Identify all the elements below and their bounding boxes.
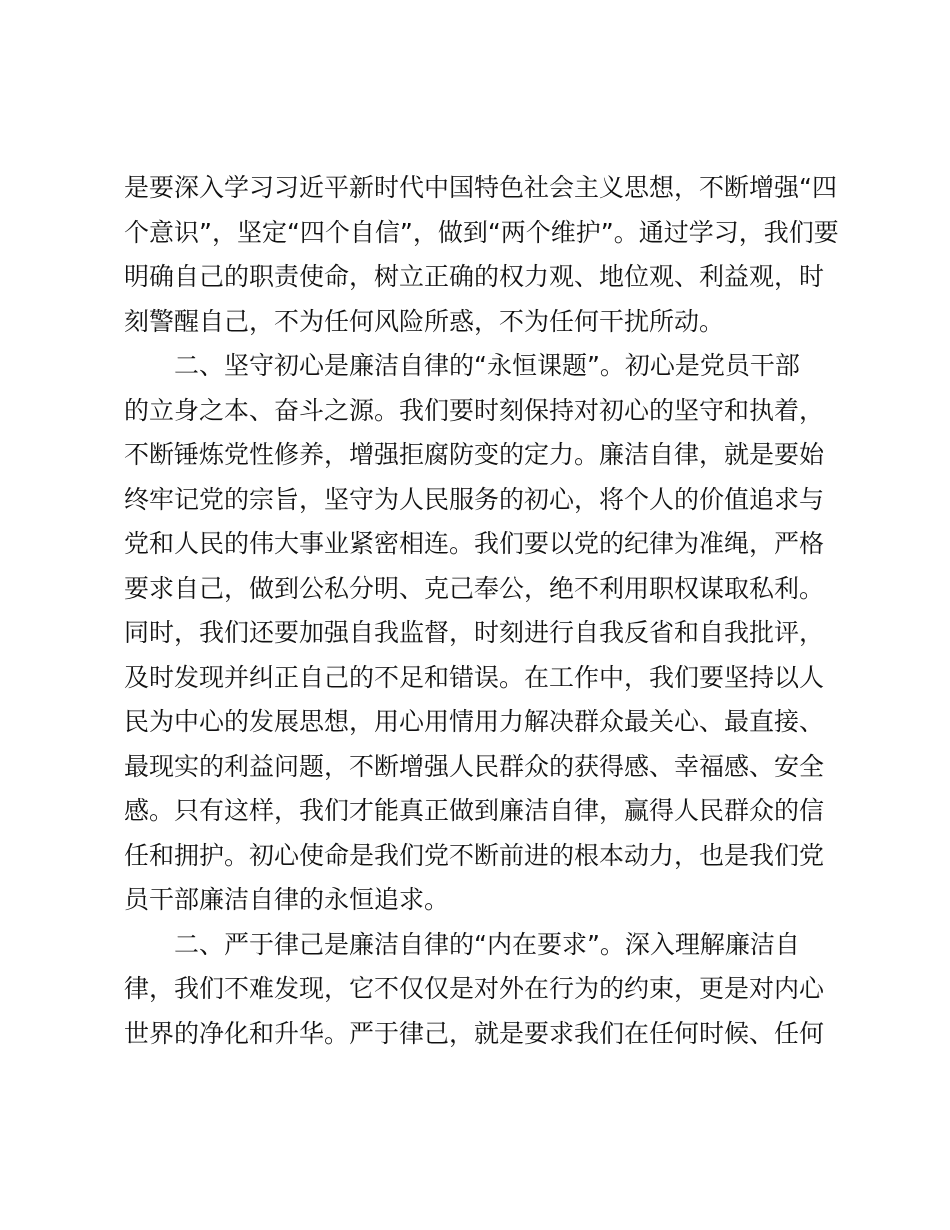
text-line: 二、坚守初心是廉洁自律的“永恒课题”。初心是党员干部 [174,351,800,380]
text-line: 是要深入学习习近平新时代中国特色社会主义思想，不断增强“四 [124,173,837,202]
text-line: 明确自己的职责使命，树立正确的权力观、地位观、利益观，时 [124,262,825,291]
text-line: 不断锤炼党性修养，增强拒腐防变的定力。廉洁自律，就是要始 [124,440,825,469]
document-body [124,166,839,1056]
text-line: 世界的净化和升华。严于律己，就是要求我们在任何时候、任何 [124,1018,825,1048]
text-line: 终牢记党的宗旨，坚守为人民服务的初心，将个人的价值追求与 [124,484,825,514]
text-line: 同时，我们还要加强自我监督，时刻进行自我反省和自我批评， [124,618,825,647]
paragraph-3 [124,923,830,1057]
text-line: 个意识”，坚定“四个自信”，做到“两个维护”。通过学习，我们要 [124,217,839,247]
paragraph-1 [124,166,839,344]
text-line: 最现实的利益问题，不断增强人民群众的获得感、幸福感、安全 [124,751,825,781]
text-line: 任和拥护。初心使命是我们党不断前进的根本动力，也是我们党 [124,840,825,870]
text-line: 刻警醒自己，不为任何风险所惑，不为任何干扰所动。 [124,306,725,336]
text-line: 员干部廉洁自律的永恒追求。 [124,885,450,914]
text-line: 的立身之本、奋斗之源。我们要时刻保持对初心的坚守和执着， [124,395,825,425]
text-line: 党和人民的伟大事业紧密相连。我们要以党的纪律为准绳，严格 [124,529,825,558]
text-line: 二、严于律己是廉洁自律的“内在要求”。深入理解廉洁自 [174,929,800,959]
paragraph-2 [124,344,830,923]
text-line: 感。只有这样，我们才能真正做到廉洁自律，赢得人民群众的信 [124,796,825,825]
text-line: 要求自己，做到公私分明、克己奉公，绝不利用职权谋取私利。 [124,573,825,603]
text-line: 民为中心的发展思想，用心用情用力解决群众最关心、最直接、 [124,707,825,736]
text-line: 及时发现并纠正自己的不足和错误。在工作中，我们要坚持以人 [124,662,825,692]
text-line: 律，我们不难发现，它不仅仅是对外在行为的约束，更是对内心 [124,974,825,1003]
